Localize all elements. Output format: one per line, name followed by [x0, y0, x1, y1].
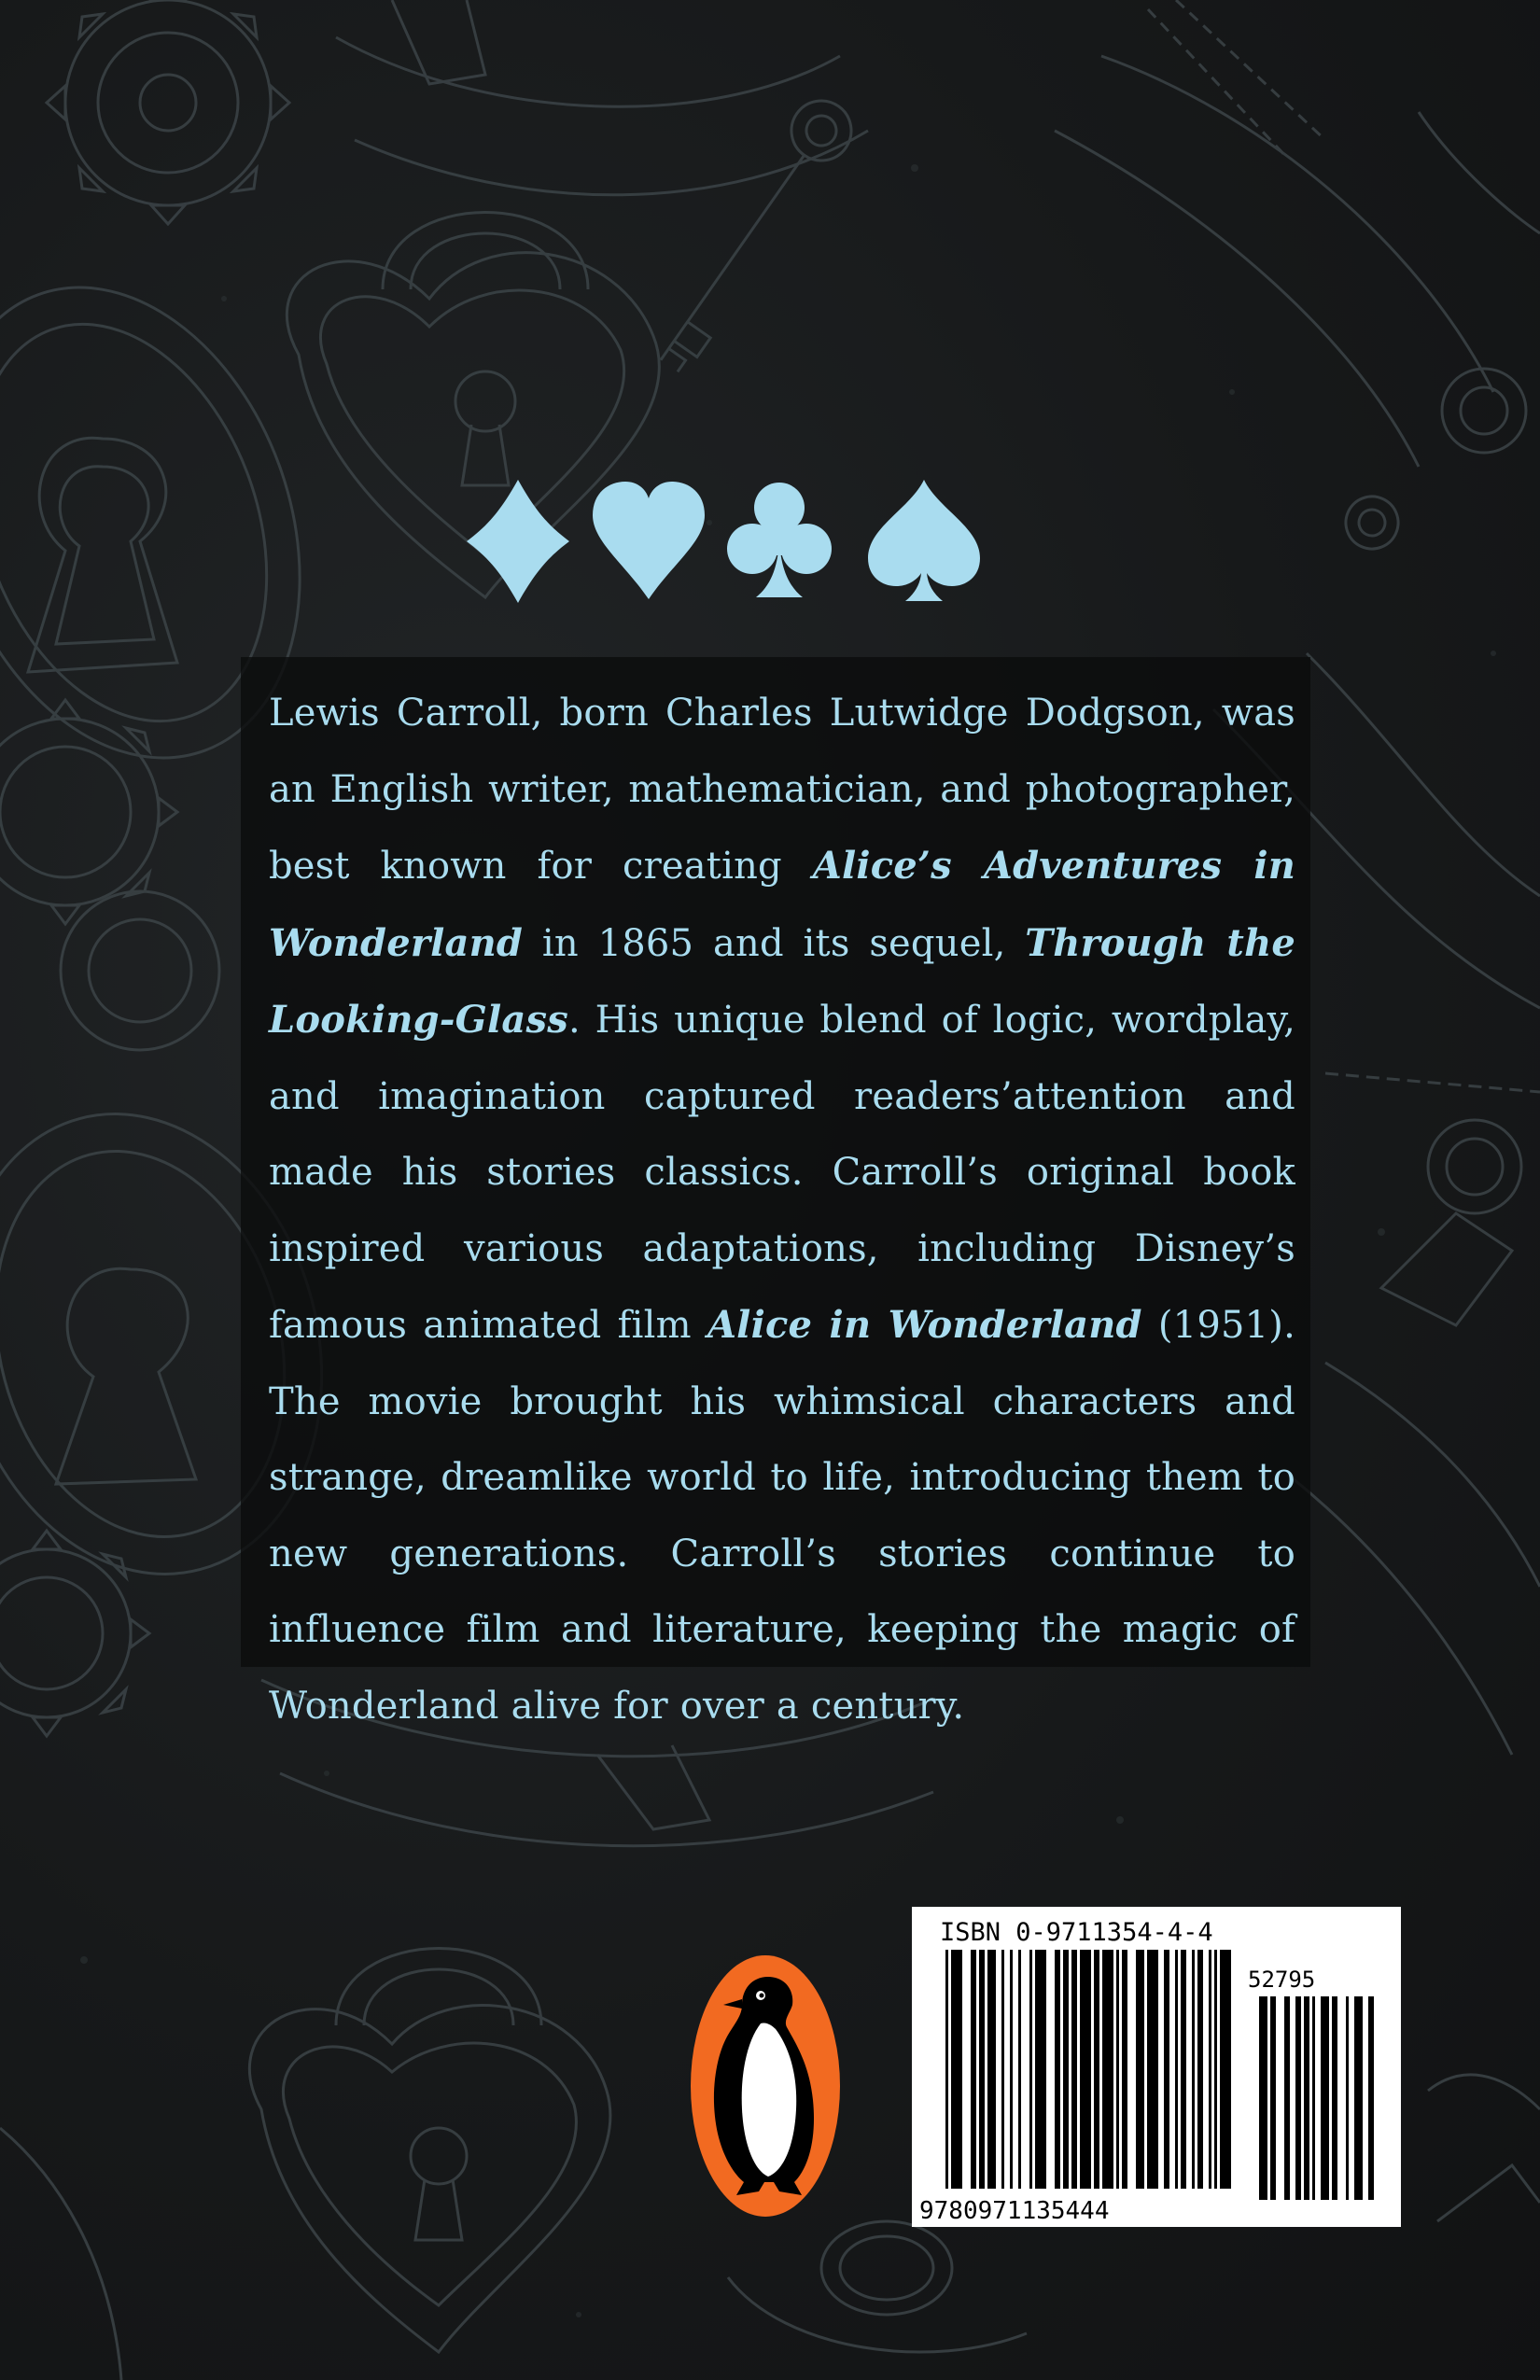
isbn-label: ISBN 0-9711354-4-4	[940, 1918, 1213, 1947]
heart-icon	[593, 482, 705, 599]
price-code-label: 52795	[1248, 1967, 1316, 1993]
barcode-bar	[1122, 1950, 1127, 2189]
barcode-addon-bar	[1270, 1996, 1276, 2200]
barcode-bar	[1116, 1950, 1119, 2189]
isbn-barcode	[912, 1907, 1401, 2227]
barcode-bar	[1018, 1950, 1021, 2189]
blurb-text: Lewis Carroll, born Charles Lutwidge Dodgson, was an English writer, mathematician, and photographer, best known for creating	[269, 692, 1295, 888]
barcode-addon-bar	[1259, 1996, 1267, 2200]
barcode-bar	[1181, 1950, 1186, 2189]
blurb-text: . His unique blend of logic, wordplay, and imagination captured readers’attention and made his stories classics. Carroll’s original book inspired various adaptations, including Disney’s famous animated film	[269, 999, 1295, 1347]
book-title-alice: Alice’s Adventures in Wonderland	[269, 844, 1296, 965]
barcode-bar	[1035, 1950, 1046, 2189]
barcode-bar	[1209, 1950, 1211, 2189]
penguin-logo-icon	[686, 1951, 845, 2221]
barcode-addon-bar	[1304, 1996, 1309, 2200]
author-blurb	[269, 676, 1295, 1744]
barcode-addon-bar	[1284, 1996, 1290, 2200]
barcode-bar	[1001, 1950, 1004, 2189]
barcode-addon-bar	[1354, 1996, 1363, 2200]
barcode-bar	[951, 1950, 962, 2189]
barcode-digits-label: 9780971135444	[919, 2197, 1110, 2225]
barcode-addon-bars	[1259, 1996, 1374, 2200]
barcode-addon-bar	[1368, 1996, 1374, 2200]
barcode-bar	[1214, 1950, 1217, 2189]
padlock-decoration-icon	[249, 1949, 609, 2353]
barcode-addon-bar	[1321, 1996, 1329, 2200]
barcode-bar	[1010, 1950, 1013, 2189]
barcode-bar	[1175, 1950, 1178, 2189]
barcode-bar	[1029, 1950, 1032, 2189]
barcode-bar	[1080, 1950, 1091, 2189]
barcode-addon-bar	[1295, 1996, 1301, 2200]
barcode-bar	[1094, 1950, 1099, 2189]
barcode-bar	[1192, 1950, 1195, 2189]
blurb-text: in 1865 and its sequel,	[523, 921, 1026, 965]
barcode-main-bars	[945, 1950, 1231, 2189]
gear-decoration-icon	[0, 1531, 149, 1736]
barcode-addon-bar	[1312, 1996, 1315, 2200]
key-decoration-icon	[637, 89, 863, 377]
barcode-bar	[1102, 1950, 1113, 2189]
barcode-bar	[945, 1950, 948, 2189]
barcode-addon-bar	[1346, 1996, 1349, 2200]
barcode-bar	[979, 1950, 985, 2189]
barcode-bar	[987, 1950, 996, 2189]
gear-decoration-icon	[0, 700, 177, 924]
film-title-alice: Alice in Wonderland	[707, 1303, 1142, 1347]
barcode-bar	[1197, 1950, 1203, 2189]
card-suits-row	[467, 476, 989, 607]
gear-decoration-icon	[47, 0, 289, 224]
barcode-bar	[1136, 1950, 1144, 2189]
barcode-bar	[1063, 1950, 1069, 2189]
barcode-bar	[1220, 1950, 1231, 2189]
spade-icon	[868, 480, 980, 601]
barcode-graphic	[912, 1907, 1401, 2227]
blurb-text: (1951). The movie brought his whimsical characters and strange, dreamlike world to life, introducing them to new generations. Carroll’s stories continue to influence film and literature, keeping the magic of Wonderland alive for over a century.	[269, 1304, 1295, 1728]
book-title-looking-glass: Through the Looking-Glass	[269, 920, 1295, 1042]
club-icon	[727, 483, 832, 597]
barcode-addon-bar	[1332, 1996, 1337, 2200]
barcode-bar	[1147, 1950, 1158, 2189]
diamond-icon	[467, 480, 569, 603]
barcode-bar	[1071, 1950, 1077, 2189]
barcode-bar	[971, 1950, 976, 2189]
barcode-bar	[1055, 1950, 1060, 2189]
barcode-bar	[1164, 1950, 1169, 2189]
